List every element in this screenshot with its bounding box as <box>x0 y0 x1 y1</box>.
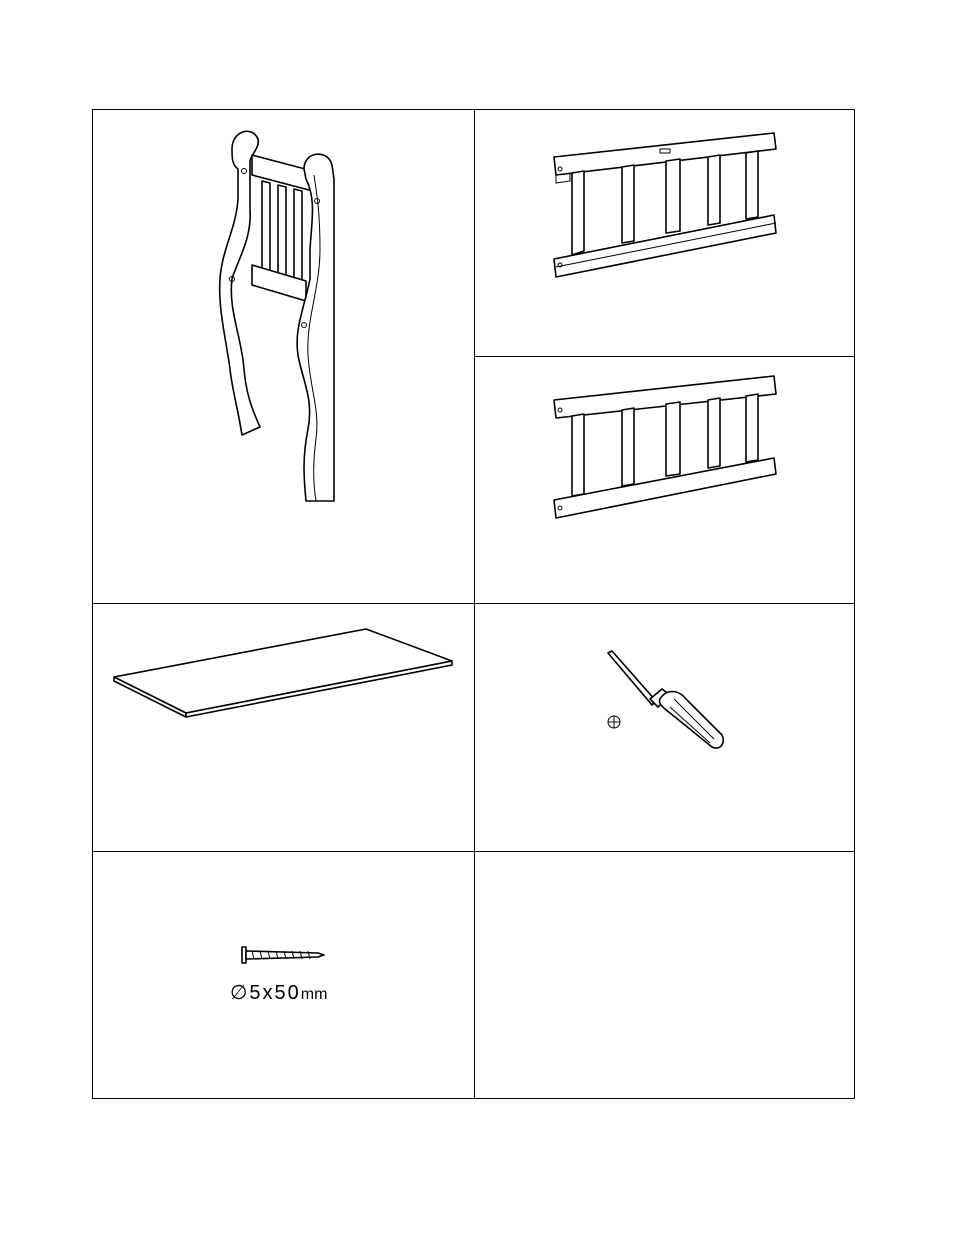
screw-size-unit: mm <box>300 986 328 1003</box>
screw-size-label <box>230 980 327 1005</box>
screw-size-value: ∅5x50 <box>230 982 301 1004</box>
phillips-symbol-icon <box>606 714 622 730</box>
phillips-screwdriver-icon <box>474 603 855 851</box>
part-cell-side-rail-top <box>474 109 855 356</box>
screw-icon <box>92 851 474 1099</box>
headboard-end-frame-icon <box>92 109 474 603</box>
slatted-rail-icon <box>474 109 855 356</box>
flat-panel-board-icon <box>92 603 474 851</box>
part-cell-side-rail-bottom <box>474 356 855 603</box>
part-cell-tool <box>474 603 855 851</box>
part-cell-headboard <box>92 109 474 603</box>
part-cell-screw <box>92 851 474 1099</box>
part-cell-base-panel <box>92 603 474 851</box>
part-cell-empty <box>474 851 855 1099</box>
slatted-rail-icon <box>474 356 855 603</box>
